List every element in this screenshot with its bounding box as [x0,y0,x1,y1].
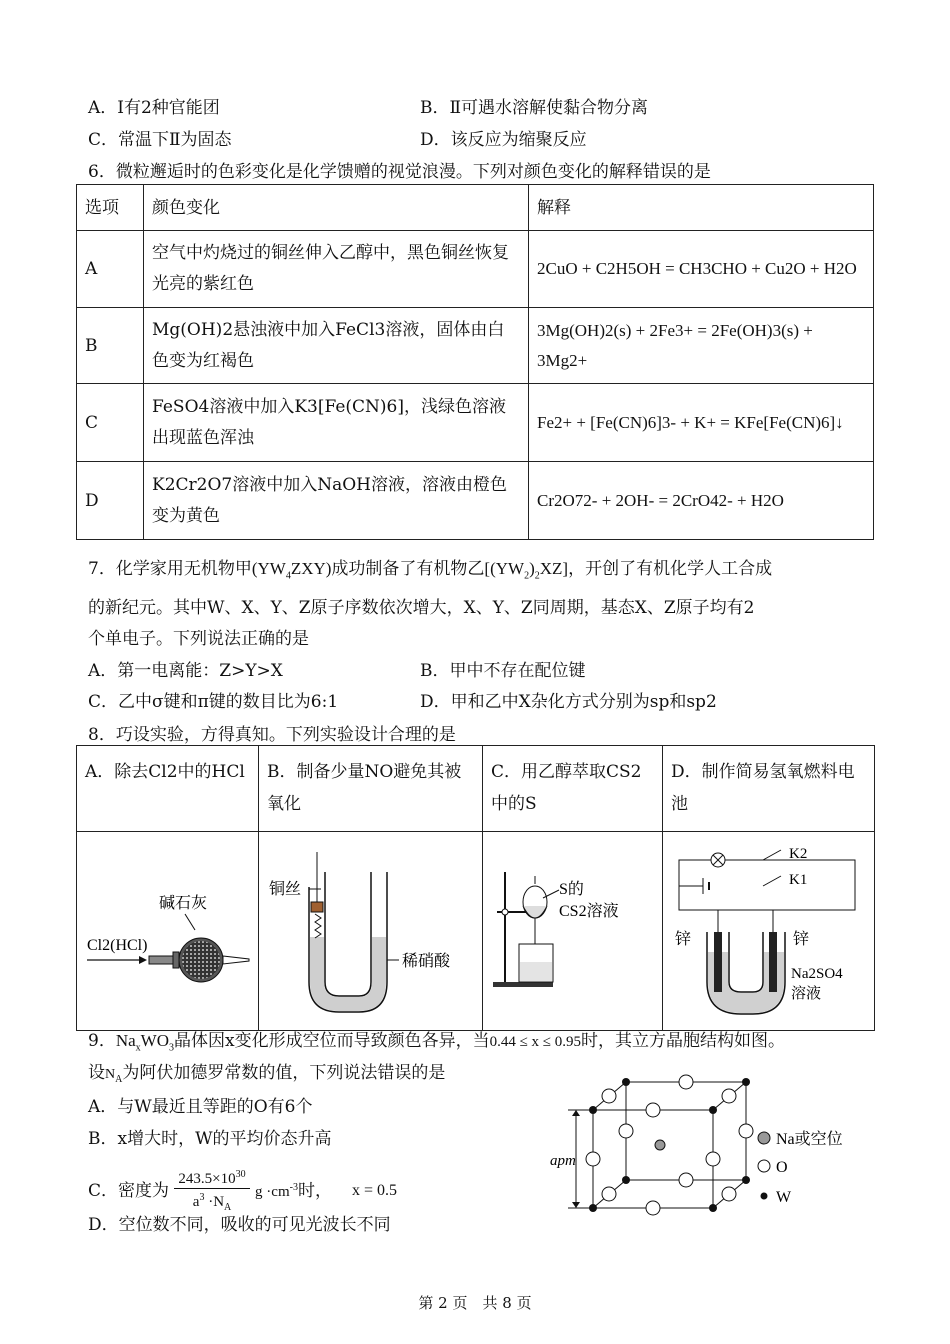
q8-figure-d-cell [663,832,875,1031]
fig-a-reagent-label: 碱石灰 [159,895,208,912]
legend-na: Na或空位 [776,1131,843,1148]
q9-option-a: A．与W最近且等距的O有6个 [88,1097,313,1117]
q8-option-b: B．制备少量NO避免其被氧化 [259,746,483,832]
q5-option-c: C．常温下Ⅱ为固态 [88,130,232,150]
na-atom [655,1140,665,1150]
q8-stem: 8．巧设实验，方得真知。下列实验设计合理的是 [88,725,456,745]
fig-d-solution-1: Na2SO4 [791,966,843,982]
q7-option-a: A．第一电离能：Z>Y>X [88,661,283,681]
q6-row-d-change: K2Cr2O7溶液中加入NaOH溶液，溶液由橙色变为黄色 [144,462,529,540]
q9-text-2: 晶体因x变化形成空位而导致颜色各异，当 [173,1031,490,1051]
fig-d-k2-label: K2 [789,846,808,862]
table-row [77,308,874,384]
q7-option-d: D．甲和乙中X杂化方式分别为sp和sp2 [420,692,717,712]
q8-option-a: A．除去Cl2中的HCl [77,746,259,832]
legend-o: O [776,1159,788,1176]
q6-row-b-option: B [77,308,144,384]
q9-line1: 9．$Na_xWO_3$晶体因x变化形成空位而导致颜色各异，当0.44 ≤ x ≤ 0.95时，其立方晶胞结构如图。 [88,1031,786,1054]
q7-option-b: B．甲中不存在配位键 [420,661,586,681]
q8-figure-c-cell [483,832,663,1031]
table-row [77,462,874,540]
q9-option-c-text-1: C．密度为 [88,1181,170,1201]
q8-figure-b [259,832,482,1020]
q9-text-1: 9． [88,1031,116,1051]
q9-option-c-text-2: 时， [297,1181,332,1201]
q6-row-c-change: FeSO4溶液中加入K3[Fe(CN)6]，浅绿色溶液出现蓝色浑浊 [144,384,529,462]
q6-row-b-explain: 3Mg(OH)2(s) + 2Fe3+ = 2Fe(OH)3(s) + 3Mg2+ [529,308,874,384]
q7-option-c: C．乙中σ键和π键的数目比为6:1 [88,692,339,712]
q6-row-d-option: D [77,462,144,540]
legend-w: W [776,1189,792,1206]
q6-row-d-explain: Cr2O72- + 2OH- = 2CrO42- + H2O [529,462,874,540]
q6-table [76,184,874,540]
q5-option-b: B．Ⅱ可遇水溶解使黏合物分离 [420,98,649,118]
q9-text-5: 为阿伏加德罗常数的值，下列说法错误的是 [122,1063,446,1083]
fig-a-gas-label: Cl2(HCl) [87,937,148,954]
q7-text-2: 成功制备了有机物乙 [331,559,485,579]
q6-row-c-option: C [77,384,144,462]
q6-stem: 6．微粒邂逅时的色彩变化是化学馈赠的视觉浪漫。下列对颜色变化的解释错误的是 [88,162,711,182]
q6-header-change: 颜色变化 [144,185,529,231]
q7-line2: 的新纪元。其中W、X、Y、Z原子序数依次增大，X、Y、Z同周期，基态X、Z原子均有2 [88,598,755,618]
q6-row-a-change: 空气中灼烧过的铜丝伸入乙醇中，黑色铜丝恢复光亮的紫红色 [144,231,529,308]
page-footer: 第 2 页 共 8 页 [418,1294,532,1312]
q8-figure-b-cell [259,832,483,1031]
q6-row-a-explain: 2CuO + C2H5OH = CH3CHO + Cu2O + H2O [529,231,874,308]
q9-option-b: B．x增大时，W的平均价态升高 [88,1129,332,1149]
q9-text-4: 设 [88,1063,105,1083]
q9-line2: 设$N_A$为阿伏加德罗常数的值，下列说法错误的是 [88,1063,446,1085]
fig-d-left-label: 锌 [675,931,692,948]
q9-option-c: C．密度为 $\frac{243.5\times 10^{30}}{a^3 \cdot N_A}$ $g \cdot cm^{-3}$时， [88,1166,332,1217]
q6-row-b-change: Mg(OH)2悬浊液中加入FeCl3溶液，固体由白色变为红褐色 [144,308,529,384]
q9-crystal-cell-figure [548,1072,868,1222]
q9-text-3: 时，其立方晶胞结构如图。 [581,1031,786,1051]
fig-d-right-label: 锌 [793,931,810,948]
q7-text-1: 7．化学家用无机物甲 [88,559,252,579]
q8-figure-a [77,832,258,1020]
q6-row-c-explain: Fe2+ + [Fe(CN)6]3- + K+ = KFe[Fe(CN)6]↓ [529,384,874,462]
q6-header-explain: 解释 [529,185,874,231]
q8-option-d: D．制作简易氢氧燃料电池 [663,746,875,832]
q9-option-c-x-value: x = 0.5 [352,1182,398,1199]
o-atoms [586,1075,753,1215]
q6-row-a-option: A [77,231,144,308]
q6-header-option: 选项 [77,185,144,231]
q8-figure-d [663,832,874,1020]
fig-d-solution-2: 溶液 [791,986,822,1002]
q8-table [76,745,875,1031]
q9-edge-label: apm [550,1153,576,1169]
q8-figure-a-cell [77,832,259,1031]
q8-option-c: C．用乙醇萃取CS2中的S [483,746,663,832]
fig-b-acid-label: 稀硝酸 [402,953,451,970]
fig-b-wire-label: 铜丝 [269,881,302,898]
q7-line1: 7．化学家用无机物甲$(YW_4ZXY)$成功制备了有机物乙$[(YW_2)_2XZ]$，开创了有机化学人工合成 [88,559,773,582]
q5-option-a: A．Ⅰ有2种官能团 [88,98,220,118]
q8-figure-c [483,832,662,1020]
table-row [77,384,874,462]
q7-line3: 个单电子。下列说法正确的是 [88,629,309,649]
q9-option-d: D．空位数不同，吸收的可见光波长不同 [88,1215,391,1235]
table-row [77,231,874,308]
fig-c-label-1: S的 [559,881,584,898]
q5-option-d: D．该反应为缩聚反应 [420,130,587,150]
fig-c-label-2: CS2溶液 [559,903,619,920]
q7-text-3: ，开创了有机化学人工合成 [568,559,773,579]
fig-d-k1-label: K1 [789,872,808,888]
